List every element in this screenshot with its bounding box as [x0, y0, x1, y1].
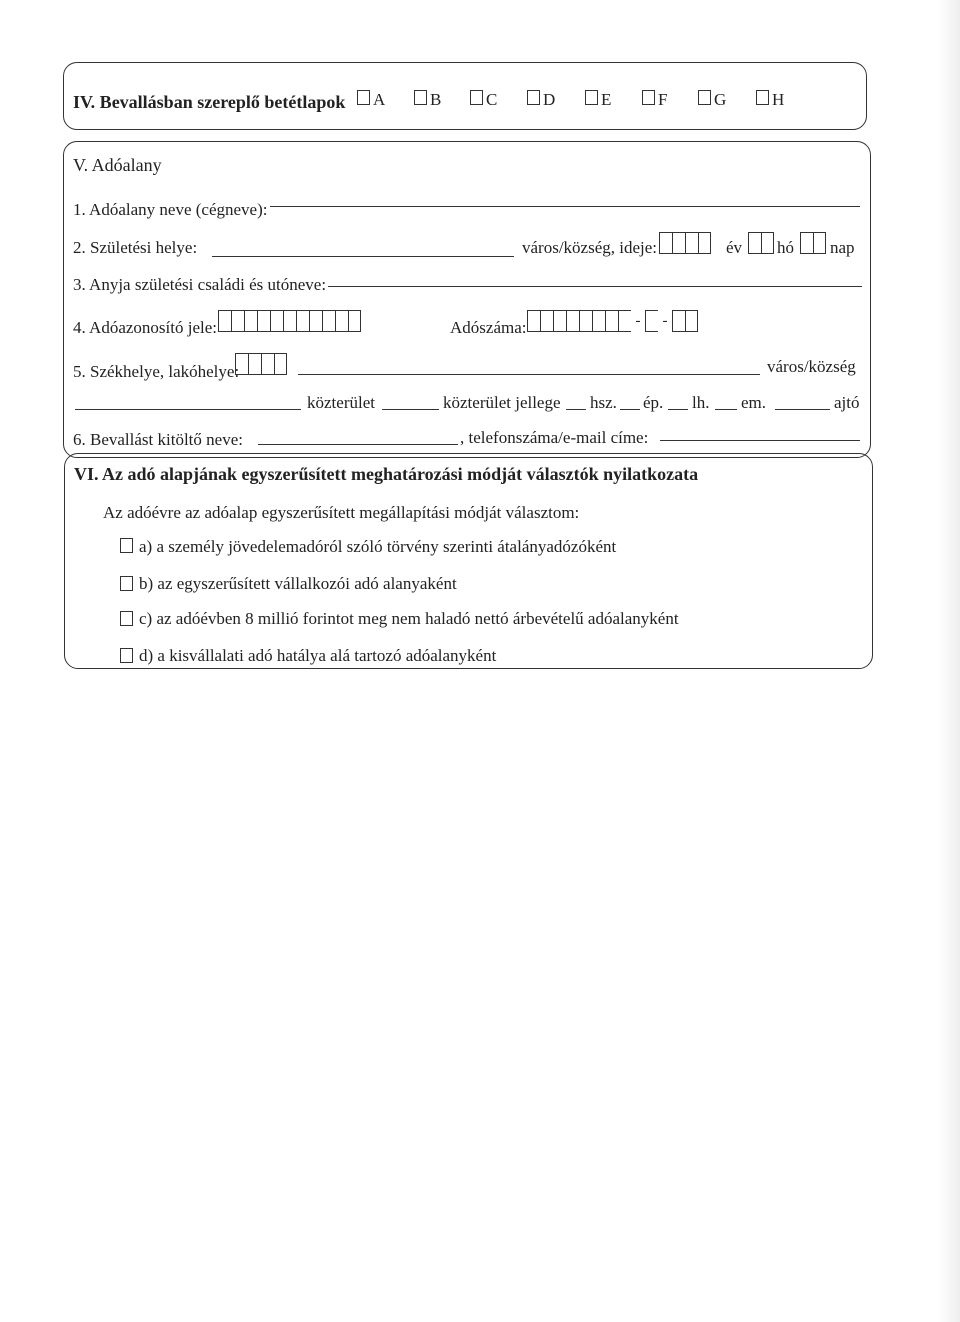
birth-date-label: város/község, ideje:: [522, 238, 658, 257]
option-label-d: D: [543, 90, 556, 109]
year-label: év: [726, 238, 743, 257]
birth-month-boxes[interactable]: [748, 232, 774, 254]
filler-contact-field[interactable]: [660, 440, 860, 441]
tax-id-boxes[interactable]: [218, 310, 361, 332]
checkbox-g[interactable]: [698, 90, 711, 105]
stairway-field[interactable]: [668, 409, 688, 410]
section-vi-intro: Az adóévre az adóalap egyszerűsített megállapítási módját választom:: [103, 503, 580, 522]
option-label-f: F: [658, 90, 668, 109]
birthplace-label: 2. Születési helye:: [73, 238, 198, 257]
street-label: közterület: [307, 393, 375, 412]
door-field[interactable]: [775, 409, 830, 410]
checkbox-method-c[interactable]: [120, 611, 133, 626]
taxpayer-name-field[interactable]: [270, 206, 860, 207]
option-label-c: C: [486, 90, 498, 109]
city-label: város/község: [767, 357, 856, 376]
door-label: ajtó: [834, 393, 860, 412]
checkbox-a[interactable]: [357, 90, 370, 105]
birth-day-boxes[interactable]: [800, 232, 826, 254]
street-type-field[interactable]: [382, 409, 439, 410]
option-label-a: A: [373, 90, 386, 109]
filler-contact-label: , telefonszáma/e-mail címe:: [460, 428, 649, 447]
month-label: hó: [777, 238, 794, 257]
method-option-b: b) az egyszerűsített vállalkozói adó alanyaként: [139, 574, 457, 593]
page-edge-shadow: [938, 0, 960, 1322]
checkbox-method-b[interactable]: [120, 576, 133, 591]
section-v-title: V. Adóalany: [73, 155, 162, 175]
option-label-e: E: [601, 90, 612, 109]
tax-id-label: 4. Adóazonosító jele:: [73, 318, 218, 337]
stairway-label: lh.: [692, 393, 710, 412]
tax-number-label: Adószáma:: [450, 318, 527, 337]
taxpayer-name-label: 1. Adóalany neve (cégneve):: [73, 200, 268, 219]
street-field[interactable]: [75, 409, 301, 410]
checkbox-d[interactable]: [527, 90, 540, 105]
filler-name-field[interactable]: [258, 444, 458, 445]
floor-label: em.: [741, 393, 767, 412]
section-iv-title: IV. Bevallásban szereplő betétlapok: [73, 92, 346, 112]
method-option-d: d) a kisvállalati adó hatálya alá tartozó adóalanyként: [139, 646, 497, 665]
option-label-h: H: [772, 90, 785, 109]
checkbox-e[interactable]: [585, 90, 598, 105]
building-label: ép.: [643, 393, 664, 412]
checkbox-h[interactable]: [756, 90, 769, 105]
mother-name-field[interactable]: [328, 286, 862, 287]
section-vi-title: VI. Az adó alapjának egyszerűsített meghatározási módját választók nyilatkozata: [74, 464, 699, 484]
option-label-g: G: [714, 90, 727, 109]
checkbox-f[interactable]: [642, 90, 655, 105]
birthplace-field[interactable]: [212, 256, 514, 257]
house-number-label: hsz.: [590, 393, 617, 412]
mother-name-label: 3. Anyja születési családi és utóneve:: [73, 275, 327, 294]
filler-name-label: 6. Bevallást kitöltő neve:: [73, 430, 243, 449]
city-field[interactable]: [298, 374, 760, 375]
building-field[interactable]: [620, 409, 640, 410]
checkbox-c[interactable]: [470, 90, 483, 105]
option-label-b: B: [430, 90, 442, 109]
day-label: nap: [830, 238, 855, 257]
method-option-a: a) a személy jövedelemadóról szóló törvény szerinti átalányadózóként: [139, 537, 617, 556]
section-vi-box: [64, 453, 873, 669]
tax-number-boxes[interactable]: - -: [527, 310, 698, 332]
method-option-c: c) az adóévben 8 millió forintot meg nem haladó nettó árbevételű adóalanyként: [139, 609, 679, 628]
street-type-label: közterület jellege: [443, 393, 561, 412]
house-number-field[interactable]: [566, 409, 586, 410]
postal-code-boxes[interactable]: [235, 353, 287, 375]
checkbox-method-a[interactable]: [120, 538, 133, 553]
checkbox-b[interactable]: [414, 90, 427, 105]
floor-field[interactable]: [715, 409, 737, 410]
birth-year-boxes[interactable]: [659, 232, 711, 254]
seat-label: 5. Székhelye, lakóhelye:: [73, 362, 240, 381]
checkbox-method-d[interactable]: [120, 648, 133, 663]
